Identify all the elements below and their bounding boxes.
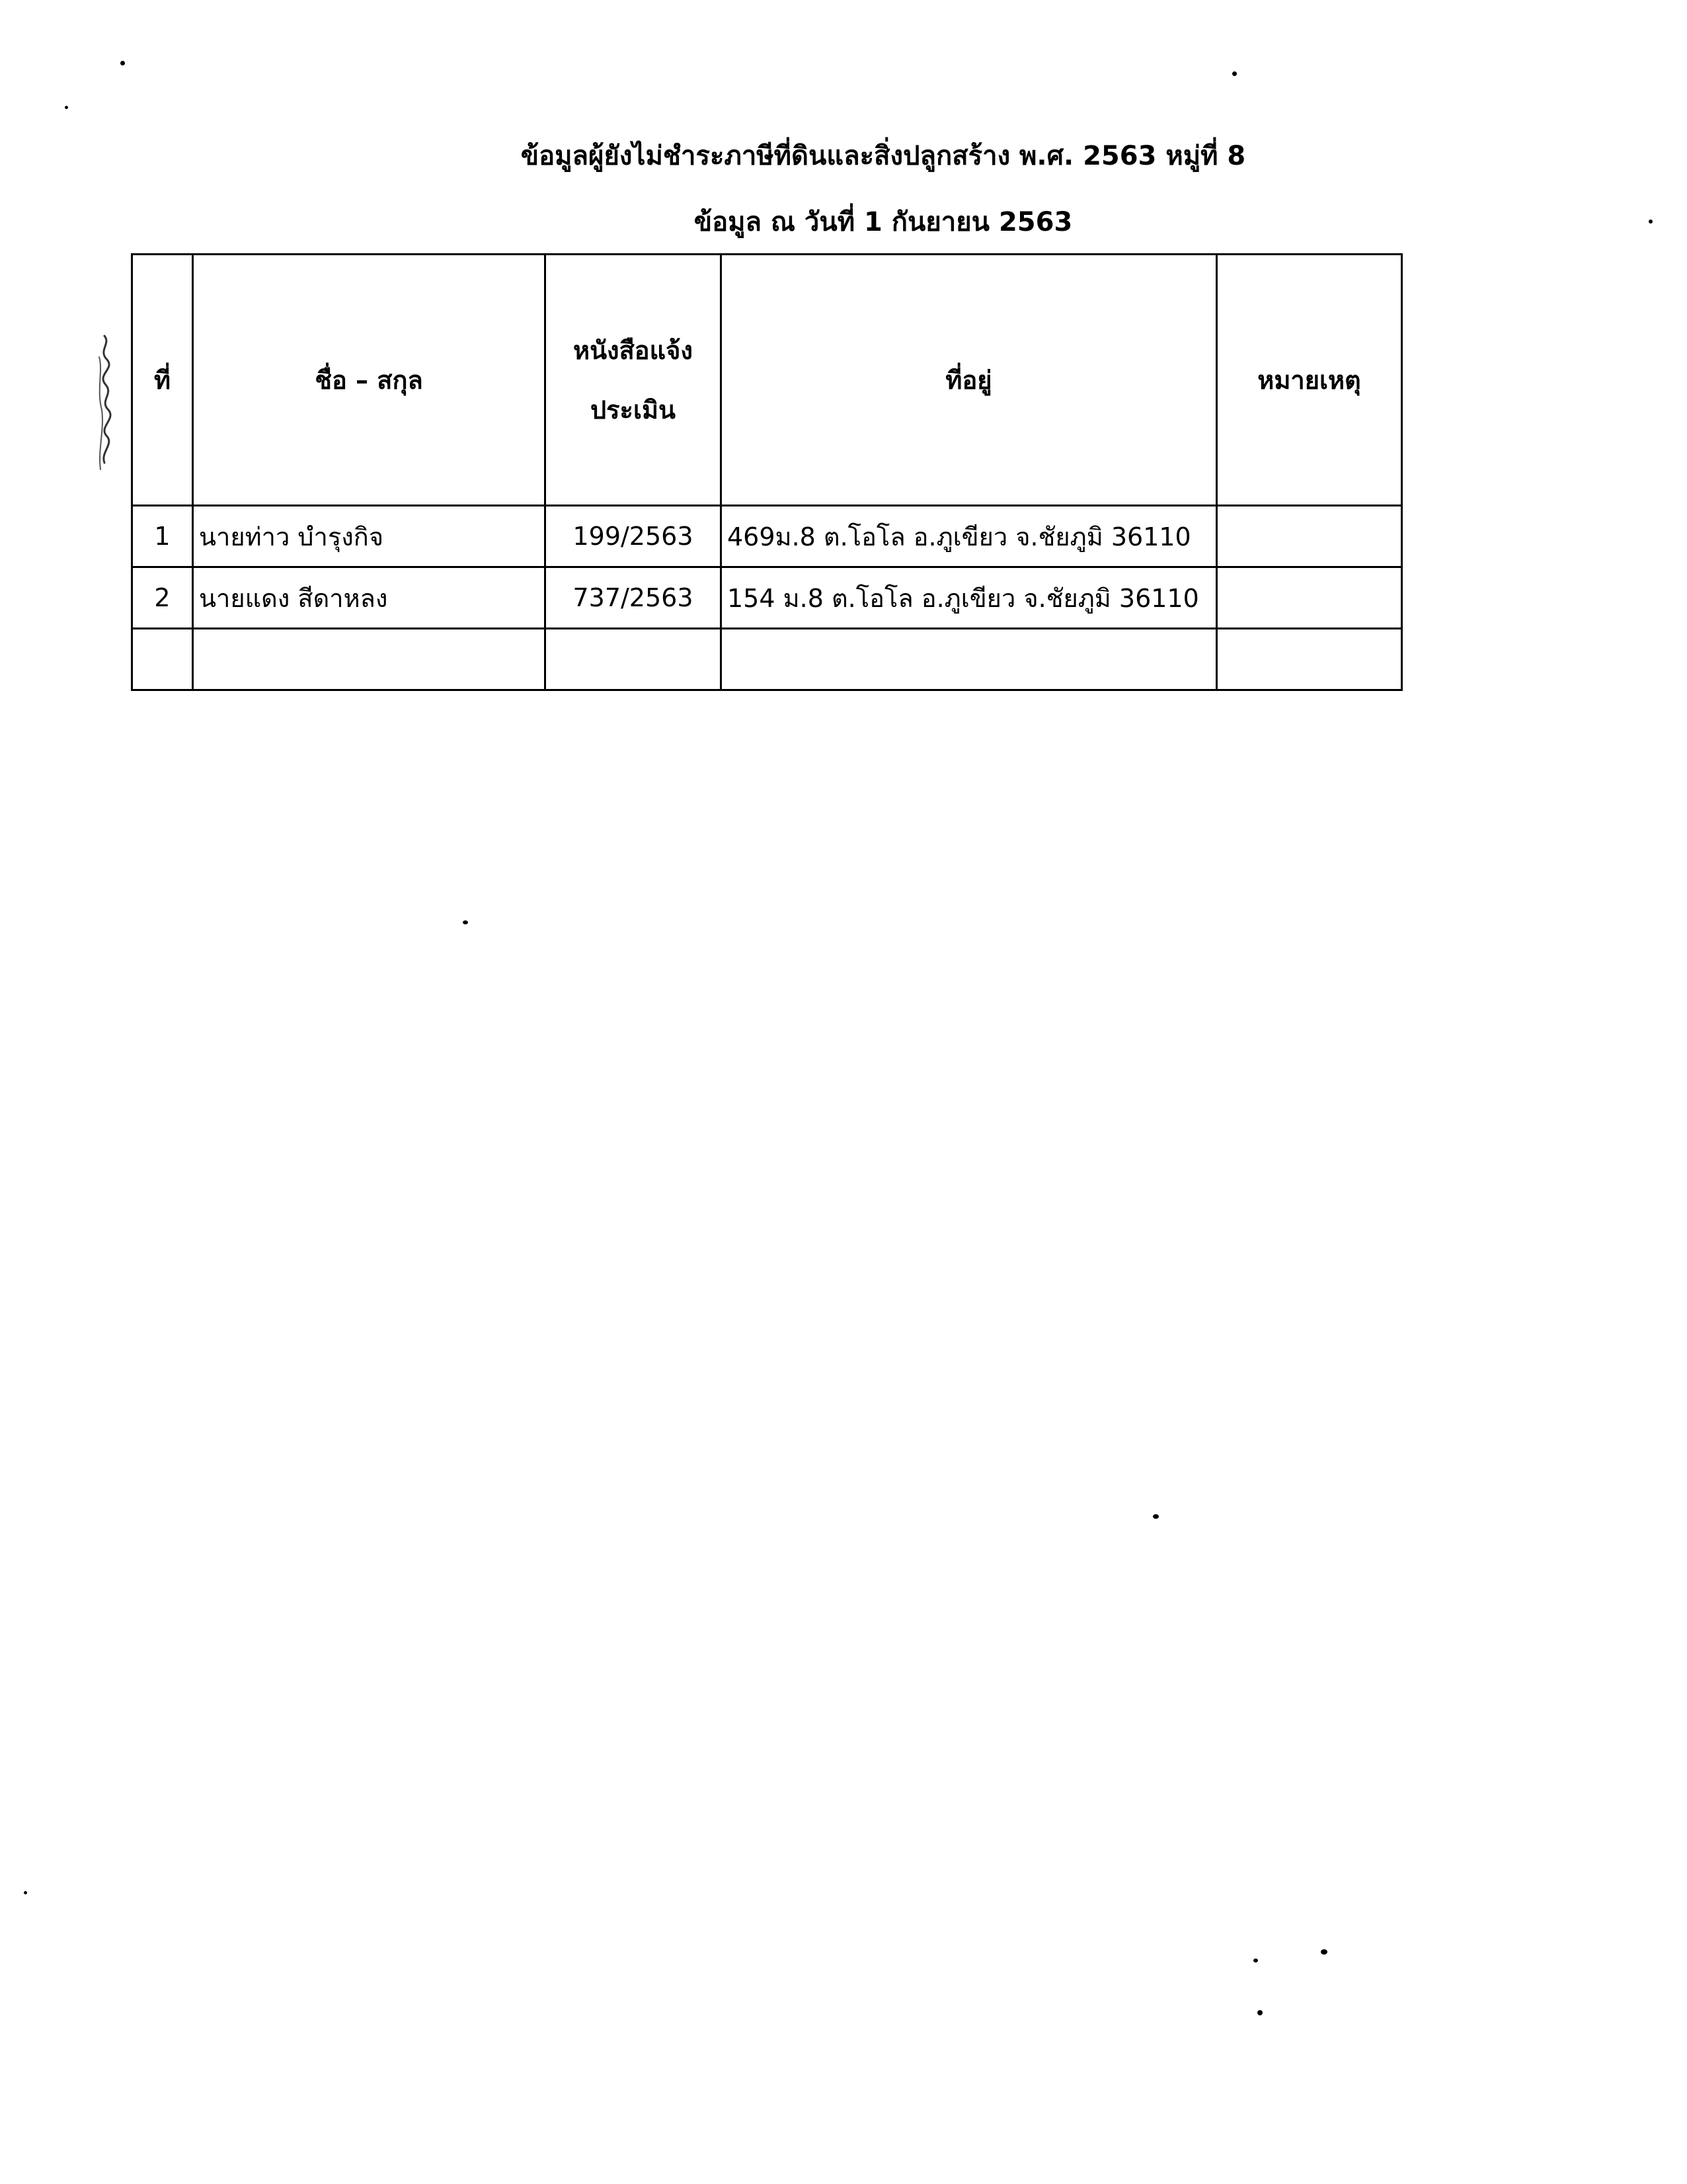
cell-notice — [545, 629, 721, 690]
cell-name: นายแดง สีดาหลง — [193, 567, 545, 629]
cell-no: 1 — [132, 506, 193, 567]
header-no: ที่ — [132, 255, 193, 506]
table-row-empty — [132, 629, 1402, 690]
cell-name — [193, 629, 545, 690]
scan-speck — [65, 106, 68, 109]
header-notice — [545, 255, 721, 506]
scan-speck — [120, 61, 125, 65]
cell-notice: 199/2563 — [545, 506, 721, 567]
scan-speck — [1153, 1514, 1159, 1519]
header-remark: หมายเหตุ — [1217, 255, 1402, 506]
table-row — [132, 567, 1402, 629]
scan-speck — [1649, 220, 1653, 223]
scan-speck — [1232, 71, 1237, 76]
cell-no — [132, 629, 193, 690]
table-row — [132, 506, 1402, 567]
cell-no: 2 — [132, 567, 193, 629]
cell-address: 154 ม.8 ต.โอโล อ.ภูเขียว จ.ชัยภูมิ 36110 — [721, 567, 1217, 629]
cell-name: นายท่าว บำรุงกิจ — [193, 506, 545, 567]
scan-speck — [463, 920, 468, 924]
handwritten-signature-mark — [85, 331, 126, 476]
cell-remark — [1217, 567, 1402, 629]
cell-address — [721, 629, 1217, 690]
table-header-row — [132, 255, 1402, 506]
header-notice-line-1: หนังสือแจ้ง — [573, 335, 693, 365]
cell-address: 469ม.8 ต.โอโล อ.ภูเขียว จ.ชัยภูมิ 36110 — [721, 506, 1217, 567]
cell-notice: 737/2563 — [545, 567, 721, 629]
unpaid-tax-table — [131, 253, 1403, 691]
cell-remark — [1217, 629, 1402, 690]
scan-speck — [1321, 1949, 1327, 1955]
header-notice-line-2: ประเมิน — [590, 395, 676, 425]
cell-remark — [1217, 506, 1402, 567]
document-date-subtitle: ข้อมูล ณ วันที่ 1 กันยายน 2563 — [693, 207, 1073, 237]
scan-speck — [1257, 2010, 1263, 2015]
document-title: ข้อมูลผู้ยังไม่ชำระภาษีที่ดินและสิ่งปลูกสร้าง พ.ศ. 2563 หมู่ที่ 8 — [520, 141, 1246, 171]
scan-speck — [1253, 1959, 1258, 1962]
scan-speck — [24, 1891, 27, 1894]
header-name: ชื่อ – สกุล — [193, 255, 545, 506]
header-address: ที่อยู่ — [721, 255, 1217, 506]
